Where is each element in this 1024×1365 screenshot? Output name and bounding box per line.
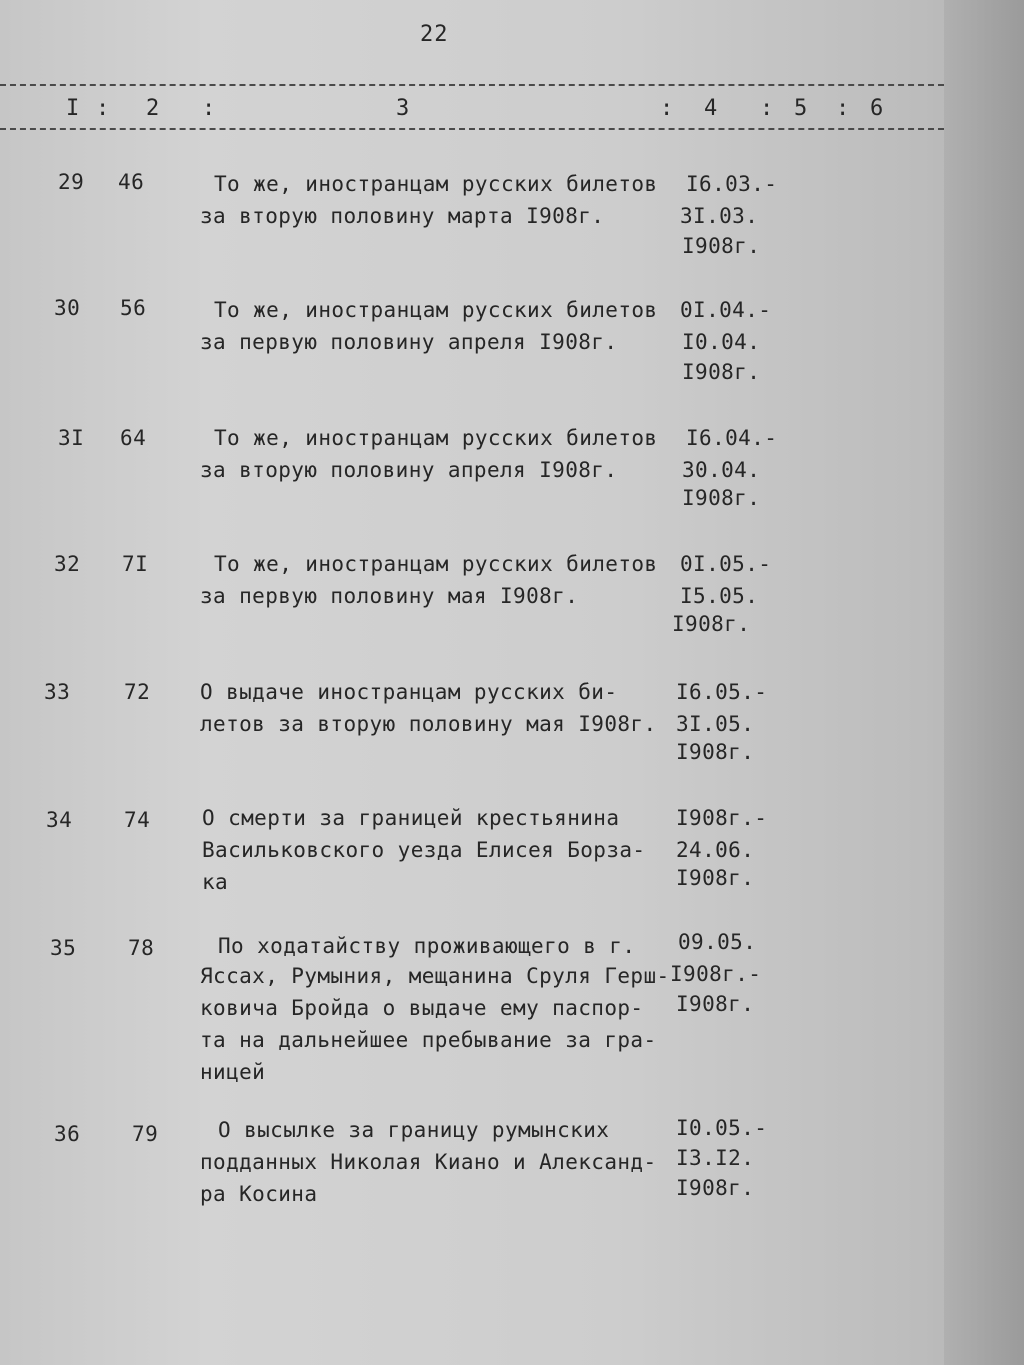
row-number: 34	[46, 808, 73, 832]
description-line: подданных Николая Киано и Александ-	[200, 1150, 657, 1174]
header-col-4: 4	[704, 96, 718, 121]
header-col-2: 2	[146, 96, 160, 121]
file-number: 72	[124, 680, 151, 704]
date-line: I908г.	[676, 740, 755, 764]
date-line: 3I.03.	[680, 204, 759, 228]
header-separator: :	[836, 96, 850, 121]
date-line: I908г.	[676, 1176, 755, 1200]
date-line: I908г.-	[676, 806, 768, 830]
row-number: 29	[58, 170, 85, 194]
date-line: I908г.	[676, 992, 755, 1016]
date-line: 0I.04.-	[680, 298, 772, 322]
date-line: I0.04.	[682, 330, 761, 354]
description-line: По ходатайству проживающего в г.	[218, 934, 636, 958]
description-line: То же, иностранцам русских билетов	[214, 552, 658, 576]
header-separator: :	[660, 96, 674, 121]
row-number: 36	[54, 1122, 81, 1146]
date-line: I6.03.-	[686, 172, 778, 196]
row-number: 3I	[58, 426, 85, 450]
header-separator: :	[202, 96, 216, 121]
file-number: 74	[124, 808, 151, 832]
description-line: То же, иностранцам русских билетов	[214, 426, 658, 450]
date-line: I5.05.	[680, 584, 759, 608]
file-number: 56	[120, 296, 147, 320]
description-line: летов за вторую половину мая I908г.	[200, 712, 657, 736]
description-line: ра Косина	[200, 1182, 318, 1206]
file-number: 79	[132, 1122, 159, 1146]
date-line: 30.04.	[682, 458, 761, 482]
description-line: О высылке за границу румынских	[218, 1118, 610, 1142]
date-line: I3.I2.	[676, 1146, 755, 1170]
description-line: та на дальнейшее пребывание за гра-	[200, 1028, 657, 1052]
date-line: I908г.	[682, 360, 761, 384]
header-rule-bottom	[0, 128, 944, 130]
page-number: 22	[420, 22, 449, 47]
description-line: Васильковского уезда Елисея Борза-	[202, 838, 646, 862]
description-line: То же, иностранцам русских билетов	[214, 298, 658, 322]
header-col-3: 3	[396, 96, 410, 121]
file-number: 46	[118, 170, 145, 194]
description-line: за вторую половину марта I908г.	[200, 204, 605, 228]
page-edge-shadow	[944, 0, 1024, 1365]
date-line: 3I.05.	[676, 712, 755, 736]
date-line: I908г.	[676, 866, 755, 890]
file-number: 78	[128, 936, 155, 960]
header-col-5: 5	[794, 96, 808, 121]
row-number: 30	[54, 296, 81, 320]
date-line: I6.04.-	[686, 426, 778, 450]
header-separator: :	[760, 96, 774, 121]
date-line: I908г.-	[670, 962, 762, 986]
description-line: за первую половину мая I908г.	[200, 584, 579, 608]
file-number: 7I	[122, 552, 149, 576]
description-line: То же, иностранцам русских билетов	[214, 172, 658, 196]
description-line: О смерти за границей крестьянина	[202, 806, 620, 830]
row-number: 35	[50, 936, 77, 960]
description-line: ницей	[200, 1060, 266, 1084]
row-number: 32	[54, 552, 81, 576]
description-line: ковича Бройда о выдаче ему паспор-	[200, 996, 644, 1020]
description-line: Яссах, Румыния, мещанина Сруля Герш-	[200, 964, 670, 988]
header-separator: :	[96, 96, 110, 121]
description-line: О выдаче иностранцам русских би-	[200, 680, 618, 704]
date-line: 0I.05.-	[680, 552, 772, 576]
date-line: I0.05.-	[676, 1116, 768, 1140]
header-rule-top	[0, 84, 944, 86]
description-line: ка	[202, 870, 229, 894]
date-line: I908г.	[672, 612, 751, 636]
date-line: 24.06.	[676, 838, 755, 862]
row-number: 33	[44, 680, 71, 704]
date-line: I908г.	[682, 234, 761, 258]
header-col-1: I	[66, 96, 80, 121]
date-line: I6.05.-	[676, 680, 768, 704]
date-line: 09.05.	[678, 930, 757, 954]
description-line: за вторую половину апреля I908г.	[200, 458, 618, 482]
file-number: 64	[120, 426, 147, 450]
description-line: за первую половину апреля I908г.	[200, 330, 618, 354]
header-col-6: 6	[870, 96, 884, 121]
date-line: I908г.	[682, 486, 761, 510]
